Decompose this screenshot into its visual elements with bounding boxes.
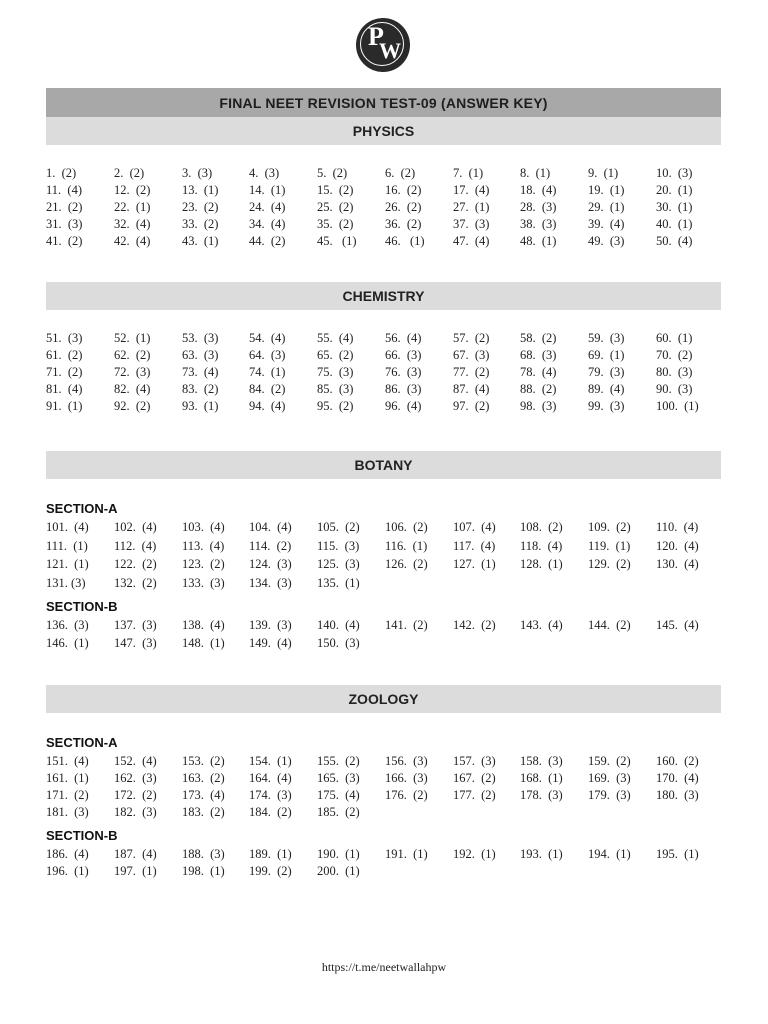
answer-cell: 176. (2) [385,788,428,802]
section-header-zoology: ZOOLOGY [46,685,721,713]
answer-cell: 136. (3) [46,618,89,632]
answer-cell: 113. (4) [182,538,225,553]
answer-cell: 138. (4) [182,618,225,632]
answer-cell: 137. (3) [114,618,157,632]
answer-cell: 167. (2) [453,771,496,785]
answer-cell: 120. (4) [656,538,699,553]
answer-cell: 115. (3) [317,538,360,553]
answer-cell: 70. (2) [656,348,693,362]
answer-cell: 37. (3) [453,217,490,231]
answer-cell: 143. (4) [520,618,563,632]
answer-cell: 35. (2) [317,217,354,231]
answer-row [46,753,722,770]
logo-letter-w: W [379,38,401,63]
answer-cell: 57. (2) [453,331,490,345]
answer-cell: 14. (1) [249,183,286,197]
answer-cell: 53. (3) [182,331,219,345]
answer-cell: 104. (4) [249,520,292,534]
answer-row [46,233,722,250]
answer-cell: 88. (2) [520,382,557,396]
answer-cell: 82. (4) [114,382,151,396]
answer-cell: 103. (4) [182,520,225,534]
answer-cell: 17. (4) [453,183,490,197]
answer-cell: 56. (4) [385,331,422,345]
answer-cell: 133. (3) [182,575,225,590]
answer-cell: 79. (3) [588,365,625,379]
answer-cell: 145. (4) [656,618,699,632]
answer-cell: 44. (2) [249,234,286,248]
answer-row [46,575,722,594]
answer-cell: 105. (2) [317,520,360,534]
answer-cell: 161. (1) [46,771,89,785]
answer-row [46,199,722,216]
answer-cell: 5. (2) [317,166,348,180]
answer-row [46,617,722,635]
answer-cell: 91. (1) [46,399,83,413]
answer-cell: 121. (1) [46,557,89,571]
answer-cell: 109. (2) [588,520,631,534]
answer-cell: 184. (2) [249,805,292,819]
answer-grid-zoology-b [46,846,722,880]
answer-cell: 123. (2) [182,557,225,571]
answer-cell: 141. (2) [385,618,428,632]
answer-cell: 81. (4) [46,382,83,396]
answer-cell: 63. (3) [182,348,219,362]
answer-row [46,165,722,182]
answer-cell: 117. (4) [453,538,496,553]
logo-letter-p: P [368,22,384,51]
answer-cell: 6. (2) [385,166,416,180]
answer-cell: 172. (2) [114,788,157,802]
answer-cell: 140. (4) [317,618,360,632]
answer-row [46,330,722,347]
answer-cell: 8. (1) [520,166,551,180]
answer-cell: 187. (4) [114,847,157,861]
section-a-label: SECTION-A [46,501,118,516]
answer-cell: 23. (2) [182,200,219,214]
answer-cell: 66. (3) [385,348,422,362]
answer-cell: 64. (3) [249,348,286,362]
answer-cell: 4. (3) [249,166,280,180]
answer-cell: 24. (4) [249,200,286,214]
answer-cell: 101. (4) [46,520,89,534]
answer-cell: 118. (4) [520,538,563,553]
section-b-label: SECTION-B [46,828,118,843]
answer-cell: 186. (4) [46,847,89,861]
answer-cell: 164. (4) [249,771,292,785]
answer-cell: 46. (1) [385,234,425,248]
answer-row [46,364,722,381]
answer-cell: 92. (2) [114,399,151,413]
answer-cell: 197. (1) [114,864,157,878]
answer-cell: 7. (1) [453,166,484,180]
answer-grid-botany-b [46,617,722,653]
pw-logo [356,18,410,72]
answer-cell: 31. (3) [46,217,83,231]
answer-cell: 76. (3) [385,365,422,379]
page-title: FINAL NEET REVISION TEST-09 (ANSWER KEY) [46,88,721,117]
answer-cell: 48. (1) [520,234,557,248]
answer-cell: 125. (3) [317,557,360,571]
answer-cell: 165. (3) [317,771,360,785]
answer-row [46,347,722,364]
answer-cell: 65. (2) [317,348,354,362]
answer-cell: 129. (2) [588,557,631,571]
answer-row [46,398,722,415]
answer-cell: 99. (3) [588,399,625,413]
answer-cell: 158. (3) [520,754,563,768]
answer-cell: 75. (3) [317,365,354,379]
answer-cell: 196. (1) [46,864,89,878]
answer-cell: 163. (2) [182,771,225,785]
answer-cell: 9. (1) [588,166,619,180]
section-header-chemistry: CHEMISTRY [46,282,721,310]
answer-cell: 114. (2) [249,538,292,553]
answer-cell: 193. (1) [520,847,563,861]
answer-cell: 190. (1) [317,847,360,861]
answer-cell: 151. (4) [46,754,89,768]
answer-cell: 43. (1) [182,234,219,248]
answer-cell: 169. (3) [588,771,631,785]
answer-cell: 27. (1) [453,200,490,214]
answer-cell: 68. (3) [520,348,557,362]
answer-cell: 90. (3) [656,382,693,396]
answer-cell: 3. (3) [182,166,213,180]
answer-cell: 179. (3) [588,788,631,802]
answer-cell: 154. (1) [249,754,292,768]
answer-cell: 135. (1) [317,575,360,590]
answer-cell: 150. (3) [317,636,360,650]
answer-cell: 49. (3) [588,234,625,248]
answer-cell: 13. (1) [182,183,219,197]
answer-cell: 170. (4) [656,771,699,785]
section-b-label: SECTION-B [46,599,118,614]
answer-cell: 194. (1) [588,847,631,861]
answer-row [46,519,722,538]
answer-cell: 180. (3) [656,788,699,802]
answer-cell: 160. (2) [656,754,699,768]
answer-cell: 134. (3) [249,575,292,590]
answer-cell: 55. (4) [317,331,354,345]
answer-cell: 15. (2) [317,183,354,197]
answer-cell: 32. (4) [114,217,151,231]
answer-cell: 108. (2) [520,520,563,534]
answer-cell: 40. (1) [656,217,693,231]
answer-cell: 93. (1) [182,399,219,413]
answer-cell: 45. (1) [317,234,357,248]
answer-cell: 102. (4) [114,520,157,534]
answer-cell: 131. (3) [46,575,86,590]
answer-cell: 152. (4) [114,754,157,768]
answer-cell: 144. (2) [588,618,631,632]
answer-cell: 175. (4) [317,788,360,802]
answer-cell: 185. (2) [317,805,360,819]
answer-cell: 153. (2) [182,754,225,768]
answer-cell: 41. (2) [46,234,83,248]
answer-row [46,804,722,821]
answer-row [46,556,722,575]
answer-cell: 78. (4) [520,365,557,379]
answer-cell: 178. (3) [520,788,563,802]
answer-cell: 126. (2) [385,557,428,571]
answer-cell: 147. (3) [114,636,157,650]
answer-cell: 149. (4) [249,636,292,650]
answer-cell: 182. (3) [114,805,157,819]
answer-cell: 191. (1) [385,847,428,861]
answer-cell: 1. (2) [46,166,77,180]
answer-grid-botany-a [46,519,722,593]
answer-cell: 54. (4) [249,331,286,345]
answer-cell: 177. (2) [453,788,496,802]
answer-cell: 98. (3) [520,399,557,413]
answer-cell: 52. (1) [114,331,151,345]
answer-cell: 21. (2) [46,200,83,214]
answer-cell: 89. (4) [588,382,625,396]
answer-row [46,182,722,199]
answer-grid-physics [46,165,722,250]
answer-cell: 74. (1) [249,365,286,379]
answer-cell: 28. (3) [520,200,557,214]
answer-cell: 110. (4) [656,520,699,534]
answer-cell: 183. (2) [182,805,225,819]
answer-grid-chemistry [46,330,722,415]
answer-cell: 34. (4) [249,217,286,231]
answer-cell: 112. (4) [114,538,157,553]
answer-cell: 132. (2) [114,575,157,590]
answer-cell: 156. (3) [385,754,428,768]
answer-cell: 22. (1) [114,200,151,214]
answer-cell: 26. (2) [385,200,422,214]
answer-row [46,381,722,398]
answer-cell: 199. (2) [249,864,292,878]
answer-cell: 20. (1) [656,183,693,197]
answer-cell: 62. (2) [114,348,151,362]
answer-cell: 198. (1) [182,864,225,878]
answer-row [46,863,722,880]
answer-cell: 95. (2) [317,399,354,413]
answer-cell: 130. (4) [656,557,699,571]
answer-cell: 122. (2) [114,557,157,571]
answer-row [46,787,722,804]
answer-cell: 189. (1) [249,847,292,861]
answer-cell: 73. (4) [182,365,219,379]
answer-cell: 60. (1) [656,331,693,345]
answer-cell: 139. (3) [249,618,292,632]
answer-cell: 159. (2) [588,754,631,768]
answer-cell: 127. (1) [453,557,496,571]
answer-cell: 171. (2) [46,788,89,802]
answer-cell: 128. (1) [520,557,563,571]
answer-cell: 111. (1) [46,538,88,553]
answer-cell: 200. (1) [317,864,360,878]
answer-cell: 38. (3) [520,217,557,231]
answer-cell: 59. (3) [588,331,625,345]
answer-grid-zoology-a [46,753,722,821]
answer-cell: 124. (3) [249,557,292,571]
answer-cell: 119. (1) [588,538,631,553]
answer-row [46,216,722,233]
answer-cell: 11. (4) [46,183,82,197]
answer-cell: 67. (3) [453,348,490,362]
answer-cell: 87. (4) [453,382,490,396]
answer-row [46,770,722,787]
answer-cell: 69. (1) [588,348,625,362]
answer-cell: 192. (1) [453,847,496,861]
answer-cell: 85. (3) [317,382,354,396]
answer-cell: 10. (3) [656,166,693,180]
answer-cell: 47. (4) [453,234,490,248]
answer-cell: 188. (3) [182,847,225,861]
answer-cell: 58. (2) [520,331,557,345]
answer-cell: 148. (1) [182,636,225,650]
answer-cell: 173. (4) [182,788,225,802]
answer-cell: 162. (3) [114,771,157,785]
answer-cell: 97. (2) [453,399,490,413]
answer-cell: 181. (3) [46,805,89,819]
answer-cell: 51. (3) [46,331,83,345]
answer-cell: 84. (2) [249,382,286,396]
answer-cell: 72. (3) [114,365,151,379]
answer-cell: 107. (4) [453,520,496,534]
answer-cell: 80. (3) [656,365,693,379]
answer-cell: 12. (2) [114,183,151,197]
footer-link[interactable]: https://t.me/neetwallahpw [321,960,447,974]
answer-row [46,846,722,863]
answer-cell: 142. (2) [453,618,496,632]
answer-cell: 18. (4) [520,183,557,197]
answer-cell: 2. (2) [114,166,145,180]
answer-cell: 50. (4) [656,234,693,248]
answer-cell: 77. (2) [453,365,490,379]
answer-cell: 30. (1) [656,200,693,214]
answer-row [46,538,722,557]
answer-cell: 155. (2) [317,754,360,768]
answer-cell: 71. (2) [46,365,83,379]
answer-cell: 174. (3) [249,788,292,802]
answer-cell: 106. (2) [385,520,428,534]
answer-cell: 42. (4) [114,234,151,248]
answer-cell: 83. (2) [182,382,219,396]
answer-cell: 94. (4) [249,399,286,413]
answer-cell: 146. (1) [46,636,89,650]
answer-cell: 116. (1) [385,538,428,553]
answer-cell: 168. (1) [520,771,563,785]
answer-cell: 16. (2) [385,183,422,197]
answer-cell: 166. (3) [385,771,428,785]
answer-cell: 157. (3) [453,754,496,768]
answer-cell: 33. (2) [182,217,219,231]
answer-row [46,635,722,653]
section-header-physics: PHYSICS [46,117,721,145]
answer-cell: 96. (4) [385,399,422,413]
answer-cell: 61. (2) [46,348,83,362]
answer-cell: 25. (2) [317,200,354,214]
section-a-label: SECTION-A [46,735,118,750]
answer-cell: 29. (1) [588,200,625,214]
answer-cell: 36. (2) [385,217,422,231]
answer-cell: 195. (1) [656,847,699,861]
answer-cell: 19. (1) [588,183,625,197]
answer-cell: 86. (3) [385,382,422,396]
section-header-botany: BOTANY [46,451,721,479]
answer-cell: 39. (4) [588,217,625,231]
answer-cell: 100. (1) [656,399,699,413]
